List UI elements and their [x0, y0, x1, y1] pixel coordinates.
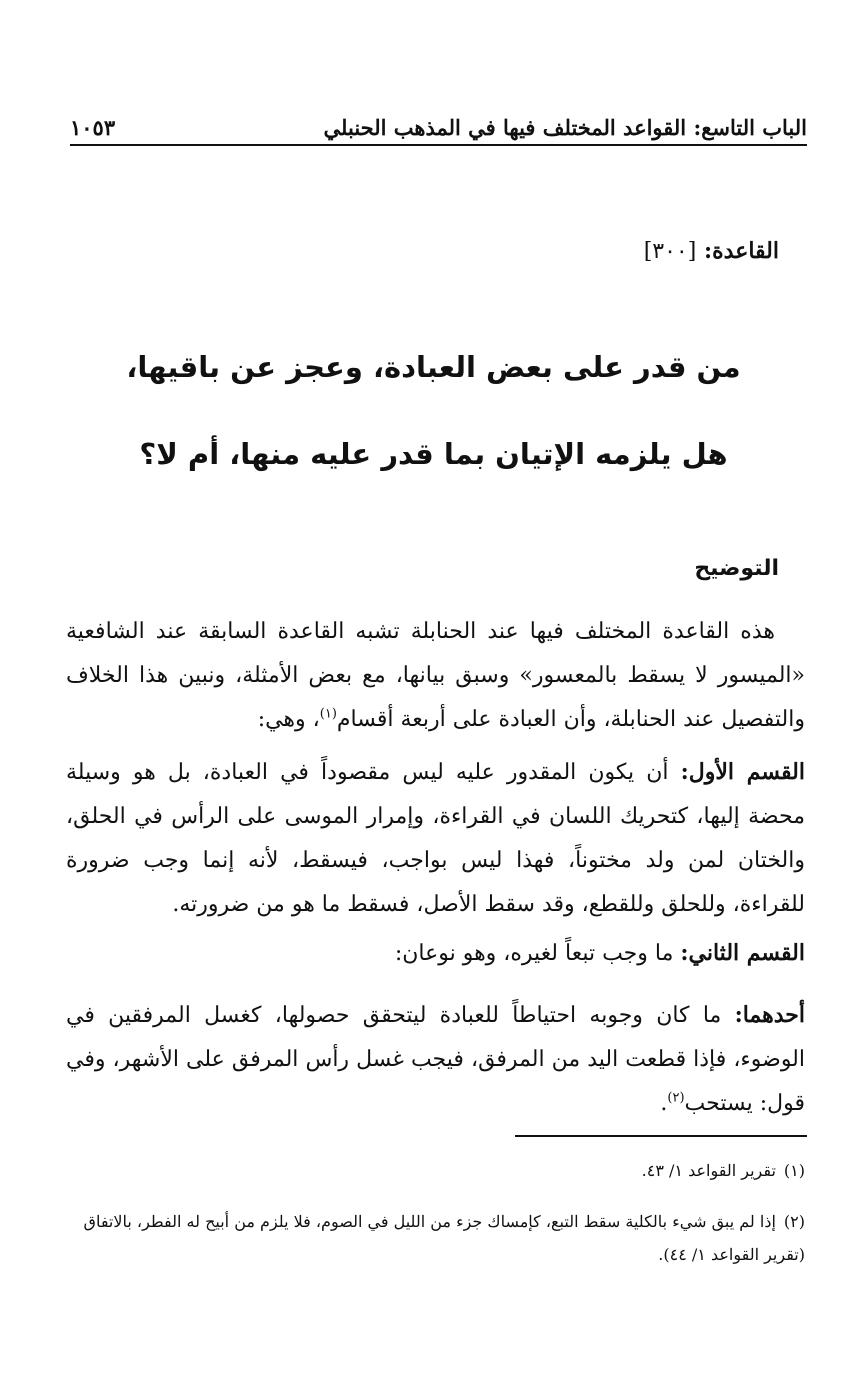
- paragraph-first-section-lead: القسم الأول:: [680, 759, 805, 785]
- footnote-1-mark: (١): [783, 1161, 805, 1180]
- paragraph-intro: [66, 610, 805, 742]
- section-heading: التوضيح: [694, 556, 779, 581]
- footnote-2-text: إذا لم يبق شيء بالكلية سقط التبع، كإمساك جزء من الليل في الصوم، فلا يلزم من أبيح له الفطر، بالاتفاق (تقرير القواعد ١/ ٤٤).: [83, 1212, 805, 1264]
- paragraph-first-section-text: أن يكون المقدور عليه ليس مقصوداً في العبادة، بل هو وسيلة محضة إليها، كتحريك اللسان في القراءة، وإمرار الموسى على الرأس في الحلق، والختان لمن ولد مختوناً، فهذا ليس بواجب، فيسقط، لأنه إنما وجب ضرورة للقراءة، وللحلق وللقطع، وقد سقط الأصل، فسقط ما هو من ضرورته.: [66, 760, 805, 917]
- paragraph-first-type: [66, 993, 805, 1126]
- footnote-2: [66, 1205, 805, 1271]
- page-number: ١٠٥٣: [70, 115, 116, 140]
- rule-heading-line-2: هل يلزمه الإتيان بما قدر عليه منها، أم لا؟: [139, 437, 728, 471]
- paragraph-second-section: [66, 931, 805, 976]
- footnote-ref-2[interactable]: (٢): [667, 1090, 685, 1106]
- footnote-divider: [515, 1135, 807, 1137]
- rule-label-text: القاعدة:: [704, 238, 779, 264]
- paragraph-first-type-lead: أحدهما:: [734, 1002, 805, 1028]
- paragraph-intro-text: هذه القاعدة المختلف فيها عند الحنابلة تشبه القاعدة السابقة عند الشافعية «الميسور لا يسقط بالمعسور» وسبق بيانها، مع بعض الأمثلة، ونبين هذا الخلاف والتفصيل عند الحنابلة، وأن العبادة على أربعة أقسام: [66, 619, 805, 732]
- footnote-ref-1[interactable]: (١): [319, 706, 337, 722]
- rule-heading-line-1: من قدر على بعض العبادة، وعجز عن باقيها،: [126, 350, 741, 384]
- rule-number: [٣٠٠]: [643, 239, 697, 264]
- paragraph-second-section-lead: القسم الثاني:: [680, 940, 805, 966]
- paragraph-first-section: [66, 750, 805, 927]
- paragraph-first-type-text: ما كان وجوبه احتياطاً للعبادة ليتحقق حصولها، كغسل المرفقين في الوضوء، فإذا قطعت اليد من المرفق، فيجب غسل رأس المرفق على الأشهر، وفي قول: يستحب: [66, 1003, 805, 1116]
- paragraph-second-section-text: ما وجب تبعاً لغيره، وهو نوعان:: [394, 941, 681, 966]
- paragraph-intro-end: ، وهي:: [257, 707, 320, 732]
- footnote-1-text: تقرير القواعد ١/ ٤٣.: [641, 1161, 776, 1180]
- footnote-2-mark: (٢): [783, 1212, 805, 1231]
- running-header: [70, 100, 807, 146]
- rule-label: [644, 238, 779, 264]
- footnote-1: [66, 1154, 805, 1187]
- paragraph-first-type-end: .: [660, 1091, 668, 1116]
- header-title: الباب التاسع: القواعد المختلف فيها في المذهب الحنبلي: [323, 115, 807, 140]
